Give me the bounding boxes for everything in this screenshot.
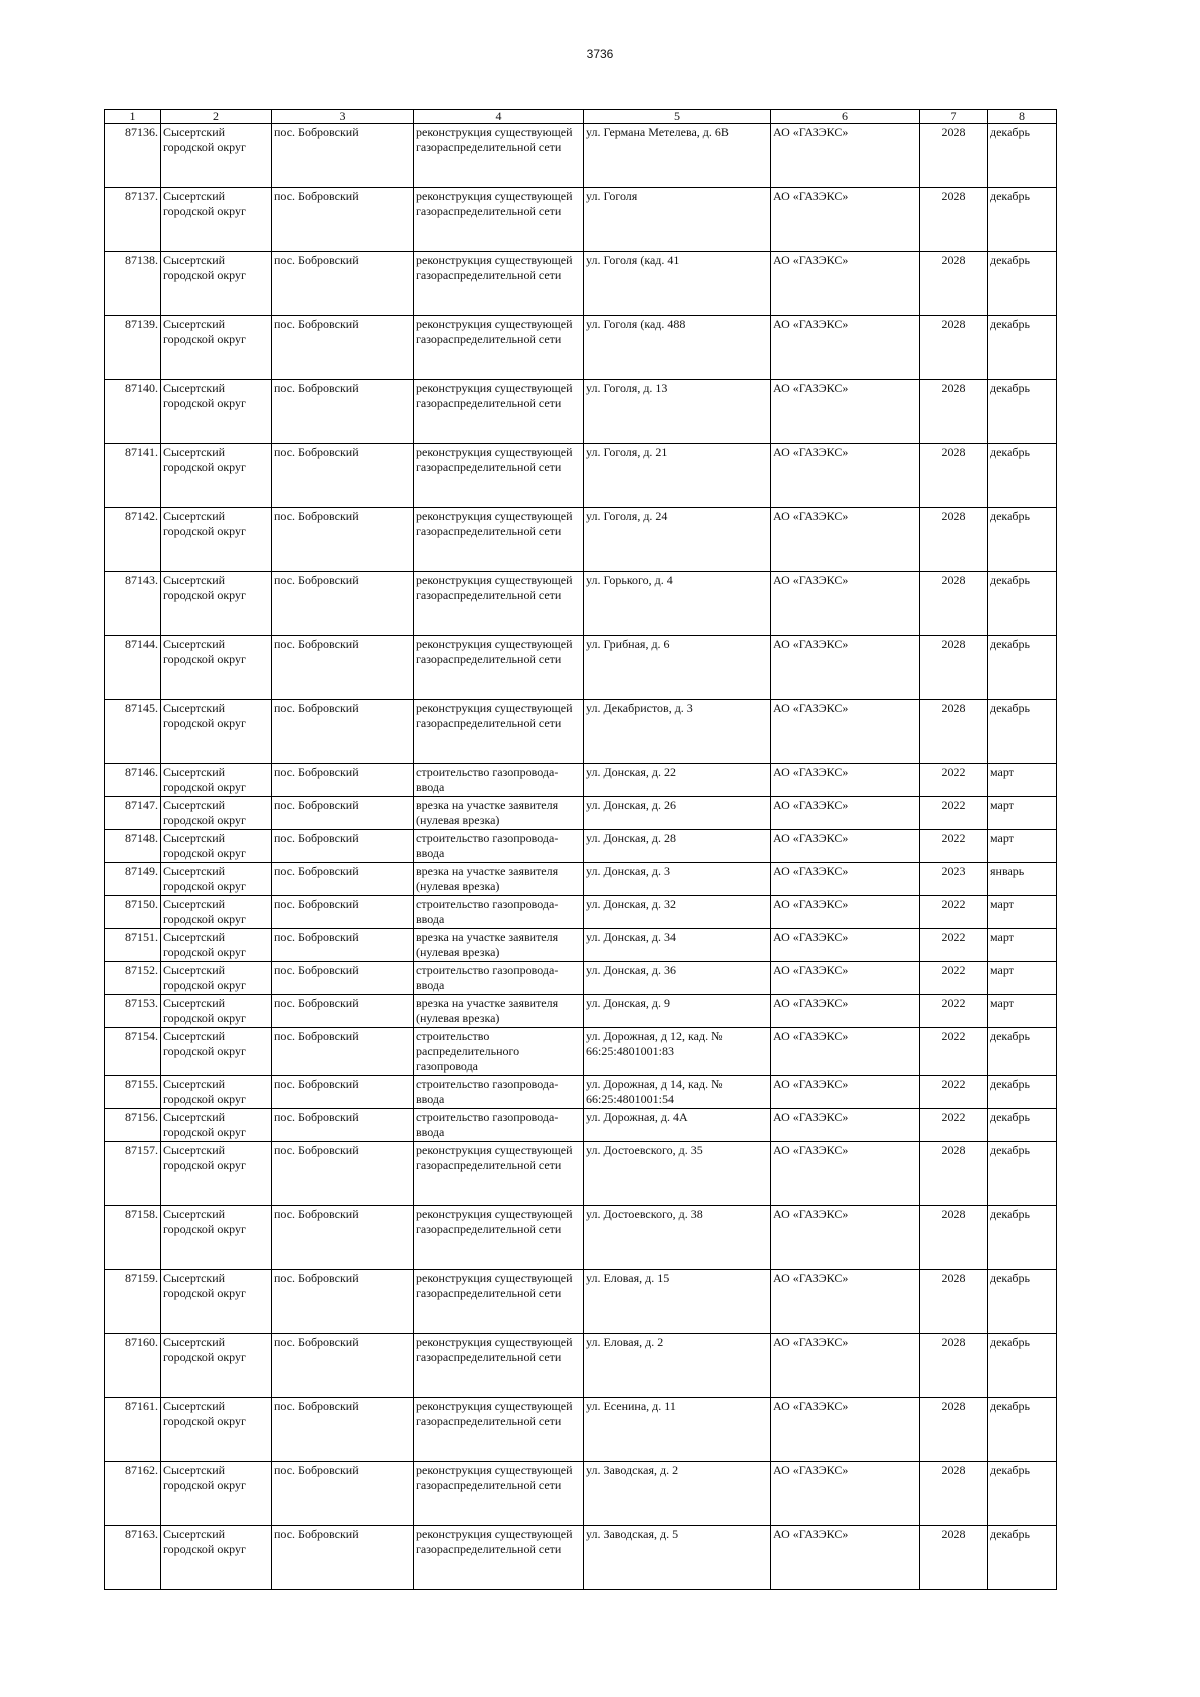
district-cell: Сысертский городской округ [161, 508, 272, 572]
table-row [105, 444, 1057, 508]
month-cell: декабрь [988, 1526, 1057, 1590]
district-cell: Сысертский городской округ [161, 1109, 272, 1142]
district-cell: Сысертский городской округ [161, 764, 272, 797]
locality-cell: пос. Бобровский [272, 1398, 414, 1462]
operator-cell: АО «ГАЗЭКС» [771, 896, 920, 929]
work-type-cell: реконструкция существующей газораспределительной сети [414, 188, 584, 252]
work-type-cell: строительство газопровода-ввода [414, 830, 584, 863]
row-number: 87156. [105, 1109, 161, 1142]
address-cell: ул. Гоголя, д. 13 [584, 380, 771, 444]
locality-cell: пос. Бобровский [272, 316, 414, 380]
address-cell: ул. Донская, д. 3 [584, 863, 771, 896]
district-cell: Сысертский городской округ [161, 1334, 272, 1398]
row-number: 87160. [105, 1334, 161, 1398]
column-header: 6 [771, 110, 920, 124]
month-cell: декабрь [988, 572, 1057, 636]
year-cell: 2028 [920, 124, 988, 188]
work-type-cell: врезка на участке заявителя (нулевая врезка) [414, 797, 584, 830]
locality-cell: пос. Бобровский [272, 1334, 414, 1398]
operator-cell: АО «ГАЗЭКС» [771, 700, 920, 764]
locality-cell: пос. Бобровский [272, 1028, 414, 1076]
month-cell: декабрь [988, 124, 1057, 188]
operator-cell: АО «ГАЗЭКС» [771, 124, 920, 188]
work-type-cell: реконструкция существующей газораспределительной сети [414, 444, 584, 508]
year-cell: 2023 [920, 863, 988, 896]
district-cell: Сысертский городской округ [161, 1270, 272, 1334]
locality-cell: пос. Бобровский [272, 764, 414, 797]
operator-cell: АО «ГАЗЭКС» [771, 636, 920, 700]
work-type-cell: реконструкция существующей газораспределительной сети [414, 1334, 584, 1398]
year-cell: 2022 [920, 797, 988, 830]
table-row [105, 1206, 1057, 1270]
operator-cell: АО «ГАЗЭКС» [771, 863, 920, 896]
row-number: 87154. [105, 1028, 161, 1076]
district-cell: Сысертский городской округ [161, 797, 272, 830]
row-number: 87142. [105, 508, 161, 572]
district-cell: Сысертский городской округ [161, 316, 272, 380]
district-cell: Сысертский городской округ [161, 380, 272, 444]
row-number: 87146. [105, 764, 161, 797]
district-cell: Сысертский городской округ [161, 1526, 272, 1590]
locality-cell: пос. Бобровский [272, 572, 414, 636]
operator-cell: АО «ГАЗЭКС» [771, 252, 920, 316]
month-cell: январь [988, 863, 1057, 896]
district-cell: Сысертский городской округ [161, 636, 272, 700]
locality-cell: пос. Бобровский [272, 962, 414, 995]
year-cell: 2022 [920, 1028, 988, 1076]
row-number: 87159. [105, 1270, 161, 1334]
table-row [105, 1398, 1057, 1462]
work-type-cell: реконструкция существующей газораспределительной сети [414, 1398, 584, 1462]
row-number: 87136. [105, 124, 161, 188]
year-cell: 2028 [920, 572, 988, 636]
row-number: 87138. [105, 252, 161, 316]
table-row [105, 1109, 1057, 1142]
table-row [105, 316, 1057, 380]
address-cell: ул. Достоевского, д. 35 [584, 1142, 771, 1206]
locality-cell: пос. Бобровский [272, 1142, 414, 1206]
month-cell: март [988, 764, 1057, 797]
year-cell: 2022 [920, 830, 988, 863]
month-cell: декабрь [988, 1142, 1057, 1206]
locality-cell: пос. Бобровский [272, 896, 414, 929]
row-number: 87158. [105, 1206, 161, 1270]
month-cell: декабрь [988, 1398, 1057, 1462]
month-cell: декабрь [988, 1028, 1057, 1076]
district-cell: Сысертский городской округ [161, 252, 272, 316]
operator-cell: АО «ГАЗЭКС» [771, 797, 920, 830]
operator-cell: АО «ГАЗЭКС» [771, 380, 920, 444]
month-cell: декабрь [988, 252, 1057, 316]
table-row [105, 380, 1057, 444]
address-cell: ул. Донская, д. 32 [584, 896, 771, 929]
month-cell: декабрь [988, 316, 1057, 380]
year-cell: 2028 [920, 1270, 988, 1334]
operator-cell: АО «ГАЗЭКС» [771, 572, 920, 636]
locality-cell: пос. Бобровский [272, 1462, 414, 1526]
district-cell: Сысертский городской округ [161, 1398, 272, 1462]
operator-cell: АО «ГАЗЭКС» [771, 830, 920, 863]
year-cell: 2022 [920, 1109, 988, 1142]
operator-cell: АО «ГАЗЭКС» [771, 929, 920, 962]
work-type-cell: реконструкция существующей газораспределительной сети [414, 1270, 584, 1334]
work-type-cell: врезка на участке заявителя (нулевая врезка) [414, 995, 584, 1028]
month-cell: декабрь [988, 380, 1057, 444]
row-number: 87141. [105, 444, 161, 508]
row-number: 87152. [105, 962, 161, 995]
table-row [105, 929, 1057, 962]
locality-cell: пос. Бобровский [272, 636, 414, 700]
table-row [105, 700, 1057, 764]
locality-cell: пос. Бобровский [272, 444, 414, 508]
month-cell: декабрь [988, 1076, 1057, 1109]
district-cell: Сысертский городской округ [161, 124, 272, 188]
month-cell: декабрь [988, 700, 1057, 764]
district-cell: Сысертский городской округ [161, 1142, 272, 1206]
district-cell: Сысертский городской округ [161, 1206, 272, 1270]
row-number: 87163. [105, 1526, 161, 1590]
month-cell: декабрь [988, 1206, 1057, 1270]
row-number: 87139. [105, 316, 161, 380]
district-cell: Сысертский городской округ [161, 444, 272, 508]
locality-cell: пос. Бобровский [272, 797, 414, 830]
year-cell: 2028 [920, 444, 988, 508]
address-cell: ул. Горького, д. 4 [584, 572, 771, 636]
work-type-cell: строительство газопровода-ввода [414, 1109, 584, 1142]
work-type-cell: реконструкция существующей газораспределительной сети [414, 636, 584, 700]
table-row [105, 1334, 1057, 1398]
address-cell: ул. Гоголя (кад. 488 [584, 316, 771, 380]
work-type-cell: строительство распределительного газопровода [414, 1028, 584, 1076]
address-cell: ул. Донская, д. 34 [584, 929, 771, 962]
work-type-cell: реконструкция существующей газораспределительной сети [414, 1142, 584, 1206]
locality-cell: пос. Бобровский [272, 124, 414, 188]
table-row [105, 962, 1057, 995]
operator-cell: АО «ГАЗЭКС» [771, 1206, 920, 1270]
year-cell: 2028 [920, 1462, 988, 1526]
work-type-cell: реконструкция существующей газораспределительной сети [414, 1206, 584, 1270]
month-cell: декабрь [988, 1270, 1057, 1334]
work-type-cell: строительство газопровода-ввода [414, 896, 584, 929]
month-cell: март [988, 830, 1057, 863]
address-cell: ул. Донская, д. 22 [584, 764, 771, 797]
year-cell: 2028 [920, 1526, 988, 1590]
row-number: 87151. [105, 929, 161, 962]
district-cell: Сысертский городской округ [161, 863, 272, 896]
year-cell: 2028 [920, 1142, 988, 1206]
row-number: 87147. [105, 797, 161, 830]
table-row [105, 252, 1057, 316]
work-type-cell: строительство газопровода-ввода [414, 1076, 584, 1109]
district-cell: Сысертский городской округ [161, 830, 272, 863]
table-row [105, 508, 1057, 572]
row-number: 87161. [105, 1398, 161, 1462]
month-cell: март [988, 929, 1057, 962]
work-type-cell: строительство газопровода-ввода [414, 764, 584, 797]
year-cell: 2028 [920, 252, 988, 316]
row-number: 87149. [105, 863, 161, 896]
work-type-cell: реконструкция существующей газораспределительной сети [414, 508, 584, 572]
month-cell: март [988, 896, 1057, 929]
operator-cell: АО «ГАЗЭКС» [771, 962, 920, 995]
district-cell: Сысертский городской округ [161, 962, 272, 995]
column-header: 1 [105, 110, 161, 124]
district-cell: Сысертский городской округ [161, 572, 272, 636]
year-cell: 2028 [920, 508, 988, 572]
month-cell: декабрь [988, 508, 1057, 572]
operator-cell: АО «ГАЗЭКС» [771, 1109, 920, 1142]
month-cell: декабрь [988, 1109, 1057, 1142]
year-cell: 2028 [920, 1206, 988, 1270]
operator-cell: АО «ГАЗЭКС» [771, 1462, 920, 1526]
district-cell: Сысертский городской округ [161, 700, 272, 764]
address-cell: ул. Грибная, д. 6 [584, 636, 771, 700]
address-cell: ул. Дорожная, д 14, кад. № 66:25:4801001:54 [584, 1076, 771, 1109]
year-cell: 2028 [920, 700, 988, 764]
work-type-cell: строительство газопровода-ввода [414, 962, 584, 995]
year-cell: 2022 [920, 995, 988, 1028]
column-header: 5 [584, 110, 771, 124]
year-cell: 2022 [920, 962, 988, 995]
year-cell: 2022 [920, 929, 988, 962]
address-cell: ул. Гоголя, д. 24 [584, 508, 771, 572]
work-type-cell: врезка на участке заявителя (нулевая врезка) [414, 863, 584, 896]
table-row [105, 863, 1057, 896]
month-cell: декабрь [988, 636, 1057, 700]
table-row [105, 764, 1057, 797]
locality-cell: пос. Бобровский [272, 380, 414, 444]
locality-cell: пос. Бобровский [272, 830, 414, 863]
year-cell: 2028 [920, 380, 988, 444]
work-type-cell: реконструкция существующей газораспределительной сети [414, 572, 584, 636]
operator-cell: АО «ГАЗЭКС» [771, 188, 920, 252]
district-cell: Сысертский городской округ [161, 1462, 272, 1526]
district-cell: Сысертский городской округ [161, 1028, 272, 1076]
address-cell: ул. Гоголя, д. 21 [584, 444, 771, 508]
table-row [105, 1076, 1057, 1109]
row-number: 87145. [105, 700, 161, 764]
operator-cell: АО «ГАЗЭКС» [771, 444, 920, 508]
operator-cell: АО «ГАЗЭКС» [771, 764, 920, 797]
address-cell: ул. Заводская, д. 2 [584, 1462, 771, 1526]
address-cell: ул. Есенина, д. 11 [584, 1398, 771, 1462]
table-row [105, 1526, 1057, 1590]
year-cell: 2022 [920, 1076, 988, 1109]
operator-cell: АО «ГАЗЭКС» [771, 1398, 920, 1462]
address-cell: ул. Гоголя [584, 188, 771, 252]
locality-cell: пос. Бобровский [272, 188, 414, 252]
column-header: 2 [161, 110, 272, 124]
locality-cell: пос. Бобровский [272, 995, 414, 1028]
registry-table [104, 109, 1057, 1590]
column-header: 7 [920, 110, 988, 124]
year-cell: 2022 [920, 896, 988, 929]
month-cell: декабрь [988, 1334, 1057, 1398]
table-row [105, 830, 1057, 863]
row-number: 87157. [105, 1142, 161, 1206]
column-header: 8 [988, 110, 1057, 124]
operator-cell: АО «ГАЗЭКС» [771, 316, 920, 380]
locality-cell: пос. Бобровский [272, 508, 414, 572]
district-cell: Сысертский городской округ [161, 1076, 272, 1109]
address-cell: ул. Достоевского, д. 38 [584, 1206, 771, 1270]
address-cell: ул. Германа Метелева, д. 6В [584, 124, 771, 188]
locality-cell: пос. Бобровский [272, 929, 414, 962]
locality-cell: пос. Бобровский [272, 1076, 414, 1109]
work-type-cell: реконструкция существующей газораспределительной сети [414, 1462, 584, 1526]
address-cell: ул. Еловая, д. 15 [584, 1270, 771, 1334]
locality-cell: пос. Бобровский [272, 1526, 414, 1590]
month-cell: март [988, 995, 1057, 1028]
address-cell: ул. Еловая, д. 2 [584, 1334, 771, 1398]
address-cell: ул. Донская, д. 9 [584, 995, 771, 1028]
year-cell: 2028 [920, 1398, 988, 1462]
month-cell: март [988, 962, 1057, 995]
table-row [105, 636, 1057, 700]
row-number: 87150. [105, 896, 161, 929]
row-number: 87155. [105, 1076, 161, 1109]
address-cell: ул. Донская, д. 36 [584, 962, 771, 995]
address-cell: ул. Декабристов, д. 3 [584, 700, 771, 764]
locality-cell: пос. Бобровский [272, 1206, 414, 1270]
page-number: 3736 [586, 47, 614, 61]
column-header: 3 [272, 110, 414, 124]
year-cell: 2028 [920, 316, 988, 380]
table-row [105, 188, 1057, 252]
month-cell: декабрь [988, 188, 1057, 252]
year-cell: 2028 [920, 636, 988, 700]
table-row [105, 1028, 1057, 1076]
table-row [105, 1270, 1057, 1334]
operator-cell: АО «ГАЗЭКС» [771, 1526, 920, 1590]
work-type-cell: реконструкция существующей газораспределительной сети [414, 1526, 584, 1590]
row-number: 87144. [105, 636, 161, 700]
locality-cell: пос. Бобровский [272, 1270, 414, 1334]
locality-cell: пос. Бобровский [272, 252, 414, 316]
month-cell: декабрь [988, 444, 1057, 508]
work-type-cell: реконструкция существующей газораспределительной сети [414, 380, 584, 444]
address-cell: ул. Дорожная, д 12, кад. № 66:25:4801001:83 [584, 1028, 771, 1076]
work-type-cell: реконструкция существующей газораспределительной сети [414, 252, 584, 316]
column-header: 4 [414, 110, 584, 124]
operator-cell: АО «ГАЗЭКС» [771, 1076, 920, 1109]
address-cell: ул. Гоголя (кад. 41 [584, 252, 771, 316]
operator-cell: АО «ГАЗЭКС» [771, 1028, 920, 1076]
header-row [105, 110, 1057, 124]
address-cell: ул. Заводская, д. 5 [584, 1526, 771, 1590]
operator-cell: АО «ГАЗЭКС» [771, 995, 920, 1028]
locality-cell: пос. Бобровский [272, 1109, 414, 1142]
address-cell: ул. Донская, д. 28 [584, 830, 771, 863]
table-row [105, 124, 1057, 188]
operator-cell: АО «ГАЗЭКС» [771, 508, 920, 572]
operator-cell: АО «ГАЗЭКС» [771, 1334, 920, 1398]
table-row [105, 995, 1057, 1028]
operator-cell: АО «ГАЗЭКС» [771, 1270, 920, 1334]
table-row [105, 1142, 1057, 1206]
year-cell: 2022 [920, 764, 988, 797]
operator-cell: АО «ГАЗЭКС» [771, 1142, 920, 1206]
row-number: 87148. [105, 830, 161, 863]
work-type-cell: врезка на участке заявителя (нулевая врезка) [414, 929, 584, 962]
district-cell: Сысертский городской округ [161, 896, 272, 929]
district-cell: Сысертский городской округ [161, 995, 272, 1028]
district-cell: Сысертский городской округ [161, 929, 272, 962]
row-number: 87162. [105, 1462, 161, 1526]
locality-cell: пос. Бобровский [272, 863, 414, 896]
district-cell: Сысертский городской округ [161, 188, 272, 252]
row-number: 87140. [105, 380, 161, 444]
work-type-cell: реконструкция существующей газораспределительной сети [414, 700, 584, 764]
month-cell: декабрь [988, 1462, 1057, 1526]
address-cell: ул. Донская, д. 26 [584, 797, 771, 830]
year-cell: 2028 [920, 188, 988, 252]
address-cell: ул. Дорожная, д. 4А [584, 1109, 771, 1142]
locality-cell: пос. Бобровский [272, 700, 414, 764]
month-cell: март [988, 797, 1057, 830]
work-type-cell: реконструкция существующей газораспределительной сети [414, 316, 584, 380]
table-row [105, 896, 1057, 929]
row-number: 87143. [105, 572, 161, 636]
row-number: 87137. [105, 188, 161, 252]
table-row [105, 1462, 1057, 1526]
table-row [105, 797, 1057, 830]
table-row [105, 572, 1057, 636]
row-number: 87153. [105, 995, 161, 1028]
work-type-cell: реконструкция существующей газораспределительной сети [414, 124, 584, 188]
year-cell: 2028 [920, 1334, 988, 1398]
